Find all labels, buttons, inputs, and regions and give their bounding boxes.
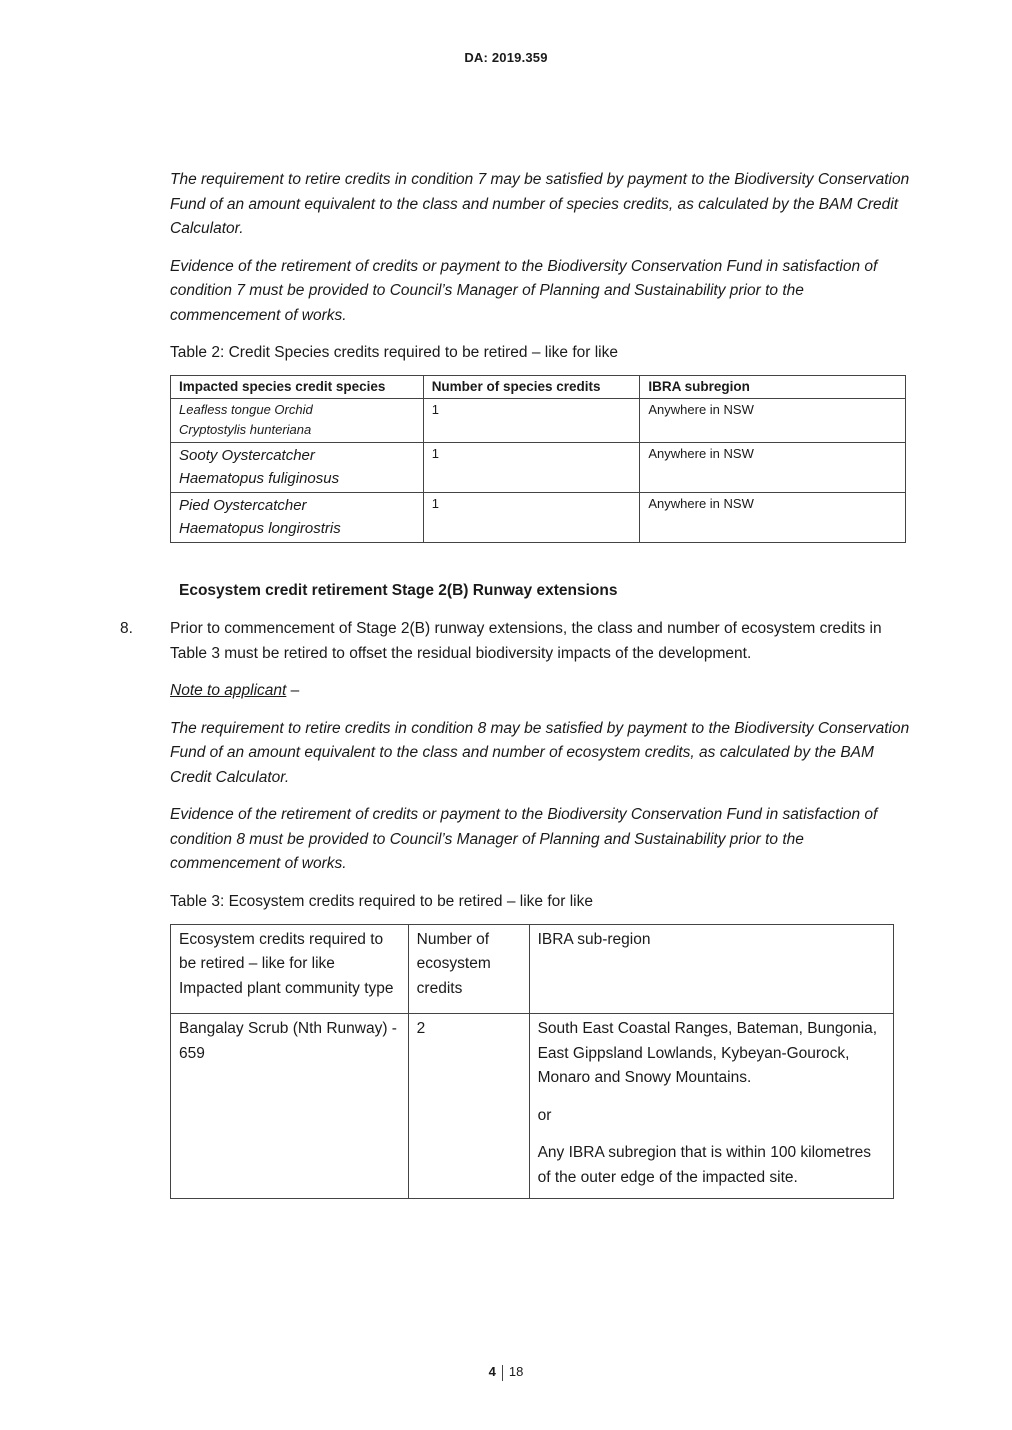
table-row (171, 493, 906, 543)
condition-7-evidence-paragraph: Evidence of the retirement of credits or payment to the Biodiversity Conservation Fund in satisfaction of condition 7 must be provided to Council’s Manager of Planning and Sustainability prior to the commencement of works. (170, 257, 878, 324)
ibra-region-cell (529, 1014, 893, 1199)
ecosystem-credits-cell: 2 (408, 1014, 529, 1199)
table-2-header-row (171, 376, 906, 399)
species-credits-cell: 1 (423, 399, 640, 443)
table-3-header-row (171, 924, 894, 1014)
page-footer (0, 1364, 1012, 1381)
community-cell: Bangalay Scrub (Nth Runway) - 659 (171, 1014, 409, 1199)
table-3-header-community: Ecosystem credits required to be retired – like for like Impacted plant community type (171, 924, 409, 1014)
region-or: or (537, 1106, 552, 1124)
table-3-header-credits: Number of ecosystem credits (408, 924, 529, 1014)
table-row (171, 443, 906, 493)
species-region-cell: Anywhere in NSW (640, 493, 906, 543)
table-2-header-species: Impacted species credit species (171, 376, 424, 399)
species-cell (171, 493, 424, 543)
section-heading-stage-2b: Ecosystem credit retirement Stage 2(B) Runway extensions (179, 582, 618, 599)
note-dash: – (286, 682, 300, 699)
species-cell (171, 399, 424, 443)
condition-number: 8. (120, 620, 133, 637)
species-scientific-name: Haematopus longirostris (179, 520, 341, 537)
table-2-header-region: IBRA subregion (640, 376, 906, 399)
region-radius-rule: Any IBRA subregion that is within 100 kilometres of the outer edge of the impacted site. (537, 1144, 872, 1186)
note-to-applicant (170, 679, 910, 704)
condition-8-payment-paragraph: The requirement to retire credits in condition 8 may be satisfied by payment to the Biodiversity Conservation Fund of an amount equivalent to the class and number of ecosystem credits, as calculated by the BAM Credit Calculator. (170, 719, 910, 786)
page-content (120, 168, 910, 1199)
condition-8-evidence-paragraph: Evidence of the retirement of credits or payment to the Biodiversity Conservation Fund in satisfaction of condition 8 must be provided to Council’s Manager of Planning and Sustainability prior to the commencement of works. (170, 806, 878, 872)
species-scientific-name: Haematopus fuliginosus (179, 470, 340, 487)
species-scientific-name: Cryptostylis hunteriana (179, 422, 312, 437)
species-region-cell: Anywhere in NSW (640, 443, 906, 493)
table-2-caption: Table 2: Credit Species credits required to be retired – like for like (170, 344, 618, 361)
table-row (171, 1014, 894, 1199)
table-row (171, 399, 906, 443)
note-to-applicant-label: Note to applicant (170, 682, 287, 699)
table-2-header-credits: Number of species credits (423, 376, 640, 399)
condition-8-text: Prior to commencement of Stage 2(B) runway extensions, the class and number of ecosystem credits in Table 3 must be retired to offset the residual biodiversity impacts of the development. (170, 620, 882, 662)
condition-8 (120, 617, 910, 666)
region-list: South East Coastal Ranges, Bateman, Bungonia, East Gippsland Lowlands, Kybeyan-Gourock, Monaro and Snowy Mountains. (537, 1020, 878, 1086)
page-separator (502, 1365, 503, 1381)
species-credits-cell: 1 (423, 493, 640, 543)
document-header-da-number: DA: 2019.359 (464, 50, 548, 65)
table-2-species-credits (170, 375, 906, 543)
condition-7-payment-paragraph: The requirement to retire credits in condition 7 may be satisfied by payment to the Biodiversity Conservation Fund of an amount equivalent to the class and number of species credits, as calculated by the BAM Credit Calculator. (170, 171, 910, 237)
page-total: 18 (508, 1364, 524, 1379)
page-number: 4 (488, 1364, 496, 1379)
table-3-caption: Table 3: Ecosystem credits required to be retired – like for like (170, 892, 593, 910)
species-common-name: Leafless tongue Orchid (179, 402, 313, 417)
species-common-name: Pied Oystercatcher (179, 497, 307, 514)
species-cell (171, 443, 424, 493)
species-region-cell: Anywhere in NSW (640, 399, 906, 443)
species-credits-cell: 1 (423, 443, 640, 493)
species-common-name: Sooty Oystercatcher (179, 447, 315, 464)
table-3-ecosystem-credits (170, 924, 894, 1200)
table-3-header-region: IBRA sub-region (529, 924, 893, 1014)
